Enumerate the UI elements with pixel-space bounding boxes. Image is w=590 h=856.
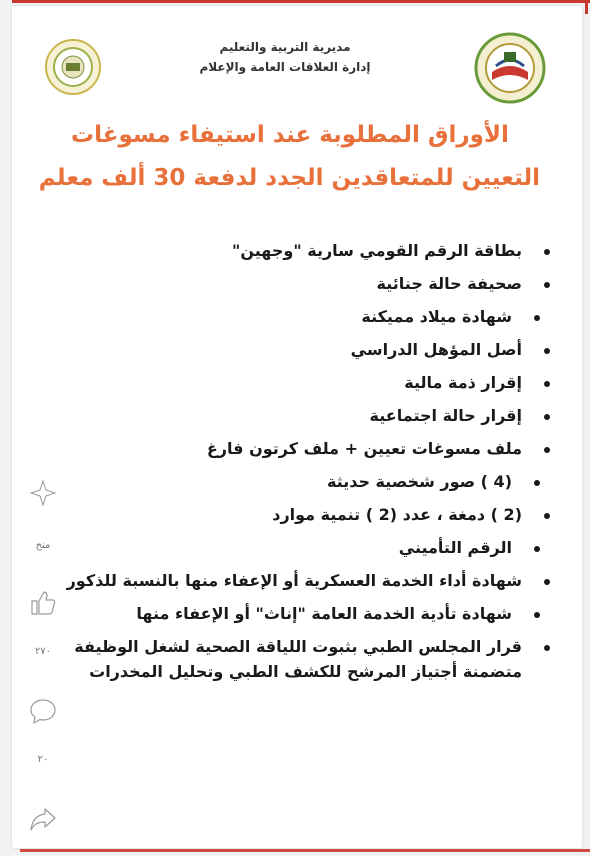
grant-label: منح [35,540,51,551]
bullet-icon [544,249,550,255]
requirements-list [32,238,552,684]
title-line-1: الأوراق المطلوبة عند استيفاء مسوغات [71,122,509,148]
item-text: (2 ) دمغة ، عدد (2 ) تنمية موارد [272,505,522,524]
item-text: (4 ) صور شخصية حديثة [326,472,512,491]
org-directorate: مديرية التربية والتعليم [219,40,351,54]
comment-count: ٢٠ [37,754,49,765]
corner-edge [585,0,588,14]
item-text: بطاقة الرقم القومي سارية "وجهين" [232,241,522,260]
list-item [32,238,552,271]
item-text: إقرار حالة اجتماعية [369,406,522,425]
item-text: أصل المؤهل الدراسي [350,340,522,359]
bullet-icon [534,315,540,321]
item-text: الرقم التأميني [398,538,512,557]
list-item [32,634,552,684]
bullet-icon [534,480,540,486]
bullet-icon [534,546,540,552]
item-text: ملف مسوغات تعيين + ملف كرتون فارغ [206,439,522,458]
like-count: ٢٧٠ [34,646,52,657]
bullet-icon [544,513,550,519]
reaction-rail [14,476,72,856]
list-item [32,568,552,601]
org-pr-department: إدارة العلاقات العامة والإعلام [199,60,371,74]
top-edge [12,0,590,3]
list-item [32,370,552,403]
list-item [32,601,552,634]
bullet-icon [544,414,550,420]
title-line-2: التعيين للمتعاقدين الجدد لدفعة 30 ألف معلم [38,165,540,191]
bullet-icon [544,282,550,288]
comment-icon[interactable] [28,696,58,726]
bullet-icon [544,348,550,354]
bullet-icon [544,645,550,651]
sparkle-star-icon[interactable] [28,478,58,508]
bullet-icon [544,381,550,387]
ministry-emblem-icon [474,32,546,104]
share-icon[interactable] [28,804,58,834]
item-text: صحيفة حالة جنائية [376,274,522,293]
list-item [32,502,552,535]
item-text: شهادة تأدية الخدمة العامة "إناث" أو الإعفاء منها [136,604,512,623]
item-text: قرار المجلس الطبي بثبوت اللياقة الصحية لشغل الوظيفة متضمنة أجتياز المرشح للكشف الطبي وتحليل المخدرات [74,637,522,681]
item-text: إقرار ذمة مالية [404,373,522,392]
list-item [32,403,552,436]
bullet-icon [544,447,550,453]
item-text: شهادة أداء الخدمة العسكرية أو الإعفاء منها بالنسبة للذكور [66,571,522,590]
list-item [32,304,552,337]
bullet-icon [534,612,540,618]
list-item [32,271,552,304]
list-item [32,535,552,568]
school-emblem-icon [44,38,102,96]
list-item [32,436,552,469]
bullet-icon [544,579,550,585]
list-item [32,337,552,370]
item-text: شهادة ميلاد مميكنة [361,307,512,326]
list-item [32,469,552,502]
like-icon[interactable] [28,588,58,618]
